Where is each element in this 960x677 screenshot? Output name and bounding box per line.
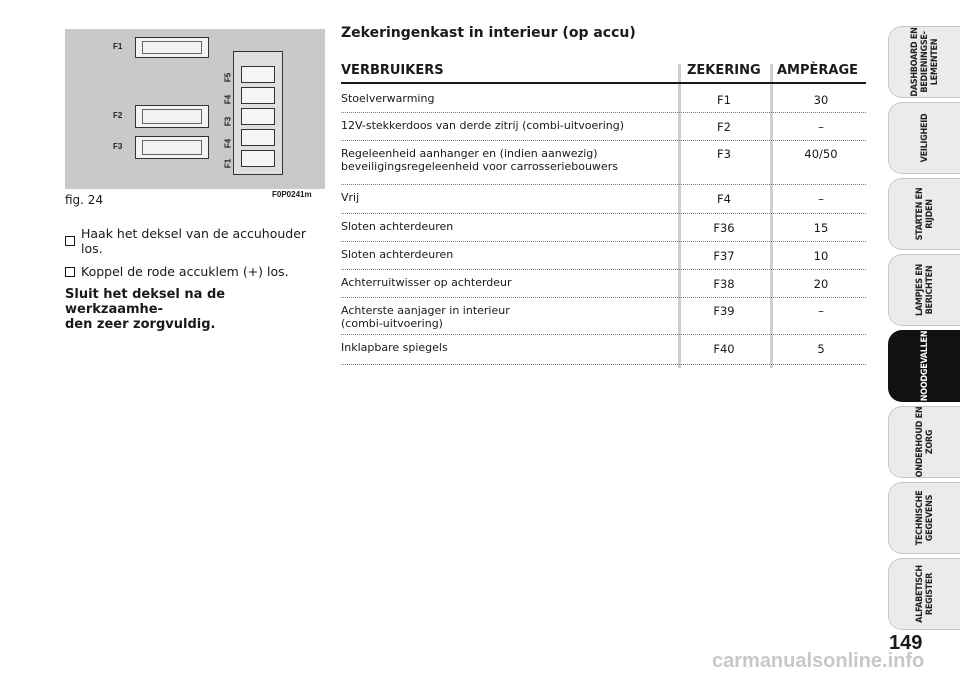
header-rule bbox=[341, 82, 866, 84]
row-amperage: 20 bbox=[813, 277, 829, 291]
fuse-label: F1 bbox=[223, 158, 233, 169]
row-amperage: – bbox=[818, 304, 824, 318]
fuse-label: F4 bbox=[223, 94, 233, 105]
fuse-label: F3 bbox=[223, 116, 233, 127]
fuse-slot bbox=[241, 66, 275, 83]
fuse-f3 bbox=[135, 136, 209, 159]
row-amperage: 30 bbox=[813, 93, 829, 107]
fuse-label: F1 bbox=[113, 42, 123, 51]
row-consumer: Sloten achterdeuren bbox=[341, 220, 454, 233]
row-consumer: Vrij bbox=[341, 191, 360, 204]
chapter-tab[interactable] bbox=[888, 254, 960, 326]
fuse-slot bbox=[241, 150, 275, 167]
row-fuse: F2 bbox=[717, 120, 731, 134]
warning-note: Sluit het deksel na de werkzaamhe- den zeer zorgvuldig. bbox=[65, 287, 226, 332]
step-item: Haak het deksel van de accuhouder los. bbox=[65, 226, 327, 256]
fuse-label: F2 bbox=[113, 111, 123, 120]
chapter-tab[interactable] bbox=[888, 178, 960, 250]
fuse-holder bbox=[233, 51, 283, 175]
row-fuse: F40 bbox=[713, 342, 735, 356]
chapter-tab[interactable] bbox=[888, 558, 960, 630]
chapter-tab-label: ONDERHOUD EN ZORG bbox=[914, 406, 935, 478]
row-amperage: 5 bbox=[817, 342, 825, 356]
chapter-tab-label: TECHNISCHE GEGEVENS bbox=[914, 490, 935, 546]
chapter-tab-label: ALFABETISCH REGISTER bbox=[914, 565, 935, 623]
table-row bbox=[341, 335, 866, 365]
row-fuse: F39 bbox=[713, 304, 735, 318]
chapter-tab-label: LAMPJES EN BERICHTEN bbox=[914, 264, 935, 316]
instruction-steps bbox=[65, 226, 327, 332]
table-row bbox=[341, 214, 866, 242]
table-row bbox=[341, 298, 866, 335]
chapter-tab[interactable] bbox=[888, 26, 960, 98]
row-fuse: F36 bbox=[713, 221, 735, 235]
row-fuse: F4 bbox=[717, 192, 731, 206]
row-fuse: F1 bbox=[717, 93, 731, 107]
row-consumer: Sloten achterdeuren bbox=[341, 248, 454, 261]
chapter-tab-label: STARTEN EN RIJDEN bbox=[914, 187, 935, 241]
chapter-tab[interactable] bbox=[888, 330, 960, 402]
fuse-slot bbox=[241, 129, 275, 146]
row-consumer: Regeleenheid aanhanger en (indien aanwezig) beveiligingsregeleenheid voor carrosseriebouwers bbox=[341, 147, 618, 173]
checkbox-bullet-icon bbox=[65, 236, 75, 246]
table-row bbox=[341, 242, 866, 270]
figure-caption: fig. 24 bbox=[65, 193, 104, 207]
chapter-tab-label: VEILIGHEID bbox=[919, 113, 930, 163]
table-row bbox=[341, 141, 866, 185]
table-row bbox=[341, 270, 866, 298]
watermark: carmanualsonline.info bbox=[712, 650, 925, 672]
table-row bbox=[341, 113, 866, 141]
fuse-slot bbox=[241, 108, 275, 125]
row-fuse: F3 bbox=[717, 147, 731, 161]
header-fuse: ZEKERING bbox=[687, 63, 761, 78]
row-consumer: Inklapbare spiegels bbox=[341, 341, 448, 354]
row-consumer: Achterruitwisser op achterdeur bbox=[341, 276, 512, 289]
chapter-tab[interactable] bbox=[888, 102, 960, 174]
table-title: Zekeringenkast in interieur (op accu) bbox=[341, 25, 636, 41]
row-amperage: – bbox=[818, 120, 824, 134]
chapter-tab-label: NOODGEVALLEN bbox=[919, 330, 930, 402]
fuse-f2 bbox=[135, 105, 209, 128]
row-fuse: F38 bbox=[713, 277, 735, 291]
header-consumers: VERBRUIKERS bbox=[341, 63, 444, 78]
chapter-tab-label: DASHBOARD EN BEDIENINGSE- LEMENTEN bbox=[909, 27, 940, 97]
row-consumer: Stoelverwarming bbox=[341, 92, 435, 105]
page-number: 149 bbox=[889, 632, 923, 654]
table-row bbox=[341, 86, 866, 113]
row-amperage: 15 bbox=[813, 221, 829, 235]
figure-code: F0P0241m bbox=[272, 190, 312, 199]
step-item: Koppel de rode accuklem (+) los. bbox=[65, 264, 327, 279]
row-consumer: 12V-stekkerdoos van derde zitrij (combi-uitvoering) bbox=[341, 119, 625, 132]
fuse-label: F3 bbox=[113, 142, 123, 151]
chapter-tab[interactable] bbox=[888, 482, 960, 554]
row-fuse: F37 bbox=[713, 249, 735, 263]
fuse-label: F5 bbox=[223, 72, 233, 83]
fuse-f1 bbox=[135, 37, 209, 58]
checkbox-bullet-icon bbox=[65, 267, 75, 277]
row-consumer: Achterste aanjager in interieur (combi-uitvoering) bbox=[341, 304, 510, 330]
table-row bbox=[341, 185, 866, 214]
row-amperage: 10 bbox=[813, 249, 829, 263]
fuse-label: F4 bbox=[223, 138, 233, 149]
fuse-box-figure bbox=[65, 29, 325, 189]
table-body bbox=[341, 86, 866, 365]
chapter-tab[interactable] bbox=[888, 406, 960, 478]
table-header bbox=[341, 60, 866, 84]
row-amperage: – bbox=[818, 192, 824, 206]
fuse-slot bbox=[241, 87, 275, 104]
header-amperage: AMPÈRAGE bbox=[777, 63, 859, 78]
row-amperage: 40/50 bbox=[804, 147, 838, 161]
